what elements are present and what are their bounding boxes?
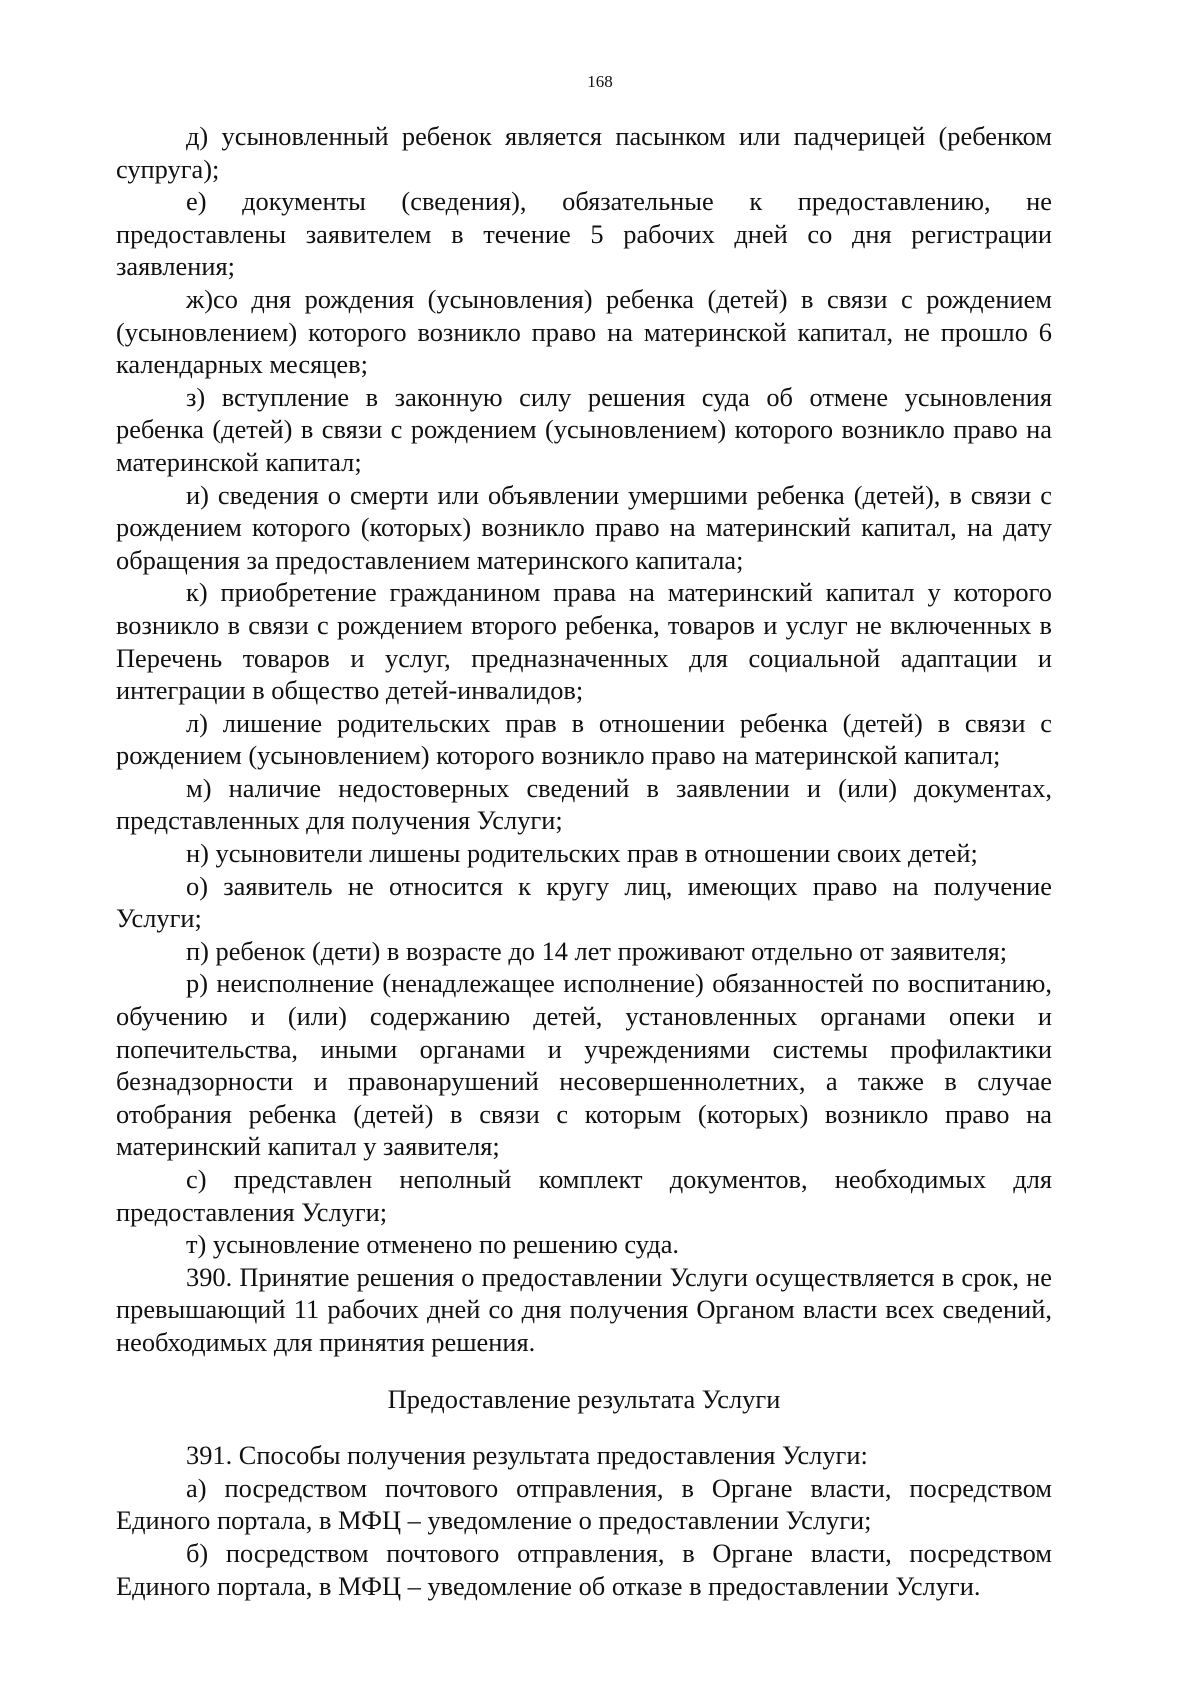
document-body: [116, 120, 1052, 1602]
paragraph-zh: ж)со дня рождения (усыновления) ребенка (детей) в связи с рождением (усыновлением) которого возникло право на материнской капитал, не прошло 6 календарных месяцев;: [116, 283, 1052, 380]
paragraph-e: е) документы (сведения), обязательные к предоставлению, не предоставлены заявителем в течение 5 рабочих дней со дня регистрации заявления;: [116, 186, 1052, 282]
paragraph-t: т) усыновление отменено по решению суда.: [186, 1229, 680, 1260]
section-heading: Предоставление результата Услуги: [387, 1383, 781, 1414]
paragraph-b: б) посредством почтового отправления, в Органе власти, посредством Единого портала, в МФЦ – уведомление об отказе в предоставлении Услуги.: [116, 1537, 1052, 1601]
paragraph-390: 390. Принятие решения о предоставлении Услуги осуществляется в срок, не превышающий 11 рабочих дней со дня получения Органом власти всех сведений, необходимых для принятия решения.: [116, 1261, 1052, 1357]
page-number: 168: [587, 72, 613, 91]
paragraph-i: и) сведения о смерти или объявлении умершими ребенка (детей), в связи с рождением которого (которых) возникло право на материнский капитал, на дату обращения за предоставлением материнского капитала;: [116, 479, 1052, 575]
paragraph-s: с) представлен неполный комплект документов, необходимых для предоставления Услуги;: [116, 1164, 1052, 1227]
paragraph-d: д) усыновленный ребенок является пасынком или падчерицей (ребенком супруга);: [116, 121, 1052, 184]
paragraph-k: к) приобретение гражданином права на материнский капитал у которого возникло в связи с рождением второго ребенка, товаров и услуг не включенных в Перечень товаров и услуг, предназначенных для социальной адаптации и интеграции в общество детей-инвалидов;: [116, 577, 1052, 706]
paragraph-l: л) лишение родительских прав в отношении ребенка (детей) в связи с рождением (усыновлением) которого возникло право на материнской капитал;: [116, 707, 1052, 771]
paragraph-m: м) наличие недостоверных сведений в заявлении и (или) документах, представленных для получения Услуги;: [116, 772, 1052, 836]
paragraph-391: 391. Способы получения результата предоставления Услуги:: [186, 1440, 868, 1471]
paragraph-r: р) неисполнение (ненадлежащее исполнение) обязанностей по воспитанию, обучению и (или) содержанию детей, установленных органами опеки и попечительства, иными органами и учреждениями системы профилактики безнадзорности и правонарушений несовершеннолетних, а также в случае отобрания ребенка (детей) в связи с которым (которых) возникло право на материнский капитал у заявителя;: [116, 968, 1052, 1162]
paragraph-a: а) посредством почтового отправления, в Органе власти, посредством Единого портала, в МФЦ – уведомление о предоставлении Услуги;: [116, 1472, 1052, 1536]
paragraph-n: н) усыновители лишены родительских прав в отношении своих детей;: [186, 838, 978, 869]
paragraph-o: о) заявитель не относится к кругу лиц, имеющих право на получение Услуги;: [116, 870, 1052, 934]
paragraph-p: п) ребенок (дети) в возрасте до 14 лет проживают отдельно от заявителя;: [186, 935, 1008, 966]
paragraph-z: з) вступление в законную силу решения суда об отмене усыновления ребенка (детей) в связи с рождением (усыновлением) которого возникло право на материнской капитал;: [116, 381, 1052, 477]
